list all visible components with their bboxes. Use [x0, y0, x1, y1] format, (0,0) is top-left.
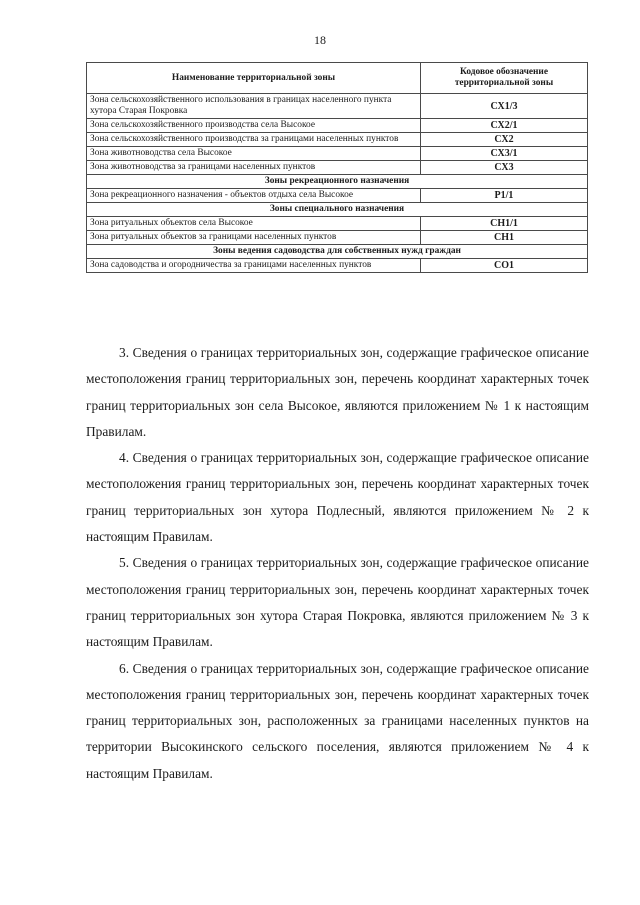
zone-code-cell: СО1	[421, 259, 588, 273]
section-title: Зоны специального назначения	[87, 203, 588, 217]
zone-code-cell: СХ3	[421, 161, 588, 175]
table-row	[87, 231, 588, 245]
zone-name-cell: Зона животноводства за границами населенных пунктов	[87, 161, 421, 175]
section-title: Зоны рекреационного назначения	[87, 175, 588, 189]
paragraph: 5. Сведения о границах территориальных зон, содержащие графическое описание местоположения границ территориальных зон, перечень координат характерных точек границ территориальных зон хутора Старая Покровка, являются приложением № 3 к настоящим Правилам.	[86, 555, 589, 650]
table-section-row	[87, 203, 588, 217]
zone-name-cell: Зона сельскохозяйственного использования в границах населенного пункта хутора Старая Покровка	[87, 94, 421, 119]
zone-name-cell: Зона животноводства села Высокое	[87, 147, 421, 161]
table-row	[87, 119, 588, 133]
zone-code-cell: СН1/1	[421, 217, 588, 231]
zone-code-cell: Р1/1	[421, 189, 588, 203]
table-row	[87, 161, 588, 175]
zones-table	[86, 62, 588, 273]
table-row	[87, 133, 588, 147]
table-row	[87, 259, 588, 273]
table-row	[87, 189, 588, 203]
paragraph: 6. Сведения о границах территориальных зон, содержащие графическое описание местоположения границ территориальных зон, перечень координат характерных точек границ территориальных зон, расположенных за границами населенных пунктов на территории Высокинского сельского поселения, являются приложением № 4 к настоящим Правилам.	[86, 660, 589, 781]
paragraph: 3. Сведения о границах территориальных зон, содержащие графическое описание местоположения границ территориальных зон, перечень координат характерных точек границ территориальных зон села Высокое, являются приложением № 1 к настоящим Правилам.	[86, 345, 589, 439]
table-section-row	[87, 175, 588, 189]
zone-name-cell: Зона сельскохозяйственного производства села Высокое	[87, 119, 421, 133]
zone-code-cell: СХ1/3	[421, 94, 588, 119]
section-title: Зоны ведения садоводства для собственных нужд граждан	[87, 245, 588, 259]
table-row	[87, 147, 588, 161]
page-number: 18	[314, 33, 326, 47]
body-text	[86, 340, 589, 787]
header-zone-code: Кодовое обозначение территориальной зоны	[421, 63, 588, 94]
zone-name-cell: Зона рекреационного назначения - объектов отдыха села Высокое	[87, 189, 421, 203]
zone-name-cell: Зона ритуальных объектов села Высокое	[87, 217, 421, 231]
zone-code-cell: СХ2	[421, 133, 588, 147]
table-header-row	[87, 63, 588, 94]
table-row	[87, 94, 588, 119]
table-header	[87, 63, 588, 94]
zone-code-cell: СХ3/1	[421, 147, 588, 161]
table-body	[87, 94, 588, 273]
header-zone-name: Наименование территориальной зоны	[87, 63, 421, 94]
zone-name-cell: Зона садоводства и огородничества за границами населенных пунктов	[87, 259, 421, 273]
zone-name-cell: Зона сельскохозяйственного производства за границами населенных пунктов	[87, 133, 421, 147]
paragraph: 4. Сведения о границах территориальных зон, содержащие графическое описание местоположения границ территориальных зон, перечень координат характерных точек границ территориальных зон хутора Подлесный, являются приложением № 2 к настоящим Правилам.	[86, 450, 589, 545]
zone-code-cell: СХ2/1	[421, 119, 588, 133]
zone-code-cell: СН1	[421, 231, 588, 245]
zone-name-cell: Зона ритуальных объектов за границами населенных пунктов	[87, 231, 421, 245]
table-section-row	[87, 245, 588, 259]
table-row	[87, 217, 588, 231]
